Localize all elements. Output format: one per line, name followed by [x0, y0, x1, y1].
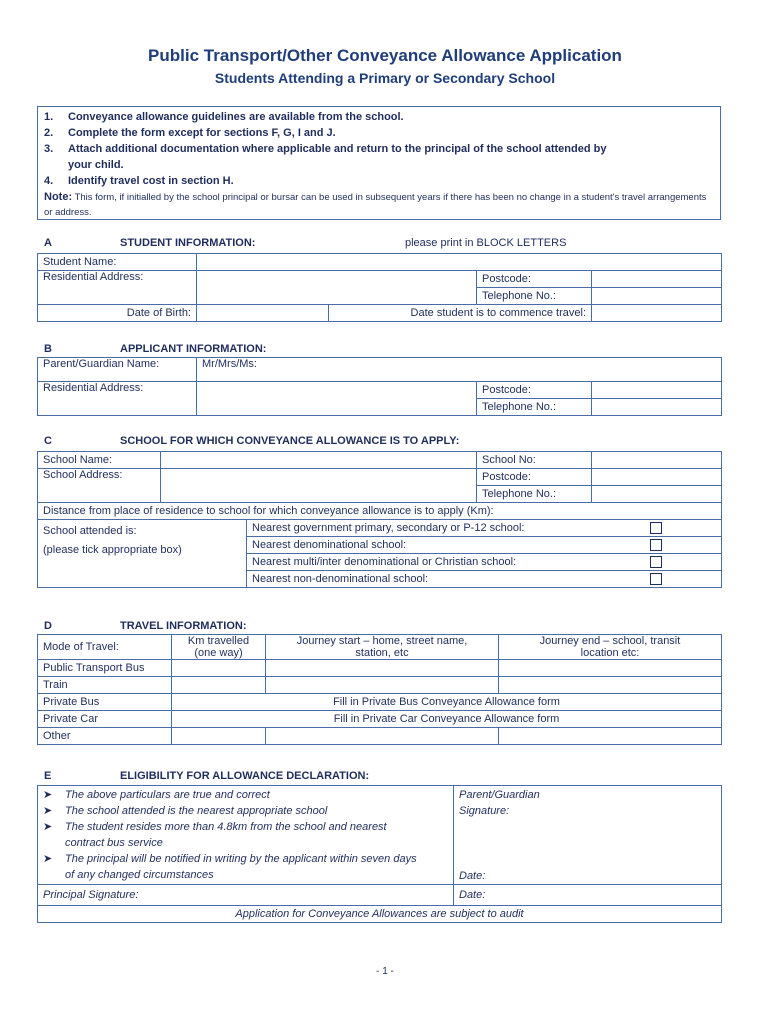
checkbox[interactable] — [650, 556, 662, 568]
header-line: location etc: — [580, 647, 640, 659]
section-e-header — [44, 770, 484, 784]
instruction-number — [44, 157, 68, 173]
commence-travel-label: Date student is to commence travel: — [329, 305, 592, 322]
option-checkbox-cell — [592, 554, 722, 571]
section-letter: C — [44, 435, 52, 447]
header-line: Journey end – school, transit — [539, 635, 681, 647]
form-title: Public Transport/Other Conveyance Allowance Application — [148, 46, 622, 65]
km-field[interactable] — [172, 728, 266, 745]
mode-train: Train — [38, 677, 172, 694]
student-name-label: Student Name: — [38, 254, 197, 271]
date-of-birth-label: Date of Birth: — [38, 305, 197, 322]
applicant-postcode-field[interactable] — [592, 382, 722, 399]
section-letter: A — [44, 237, 52, 249]
school-name-field[interactable] — [161, 452, 477, 469]
instruction-number: 3. — [44, 143, 54, 155]
mode-of-travel-header: Mode of Travel: — [38, 635, 172, 660]
student-name-field[interactable] — [197, 254, 722, 271]
private-bus-form-note: Fill in Private Bus Conveyance Allowance form — [172, 694, 722, 711]
school-address-field[interactable] — [161, 469, 477, 503]
mode-private-bus: Private Bus — [38, 694, 172, 711]
section-letter: E — [44, 770, 52, 782]
note-text: This form, if initialled by the school principal or bursar can be used in subsequent years if there has been no change in a student's travel arrangements or address. — [44, 192, 707, 218]
page-number: - 1 - — [376, 966, 394, 977]
commence-travel-field[interactable] — [592, 305, 722, 322]
declaration-bullet — [43, 787, 448, 803]
mode-public-transport-bus: Public Transport Bus — [38, 660, 172, 677]
bullet-text: The student resides more than 4.8km from the school and nearest contract bus service — [65, 821, 387, 849]
option-label: Nearest denominational school: — [247, 537, 592, 554]
option-checkbox-cell — [592, 571, 722, 588]
declaration-bullet — [43, 851, 448, 883]
declaration-bullets — [38, 786, 454, 885]
school-no-field[interactable] — [592, 452, 722, 469]
private-car-form-note: Fill in Private Car Conveyance Allowance form — [172, 711, 722, 728]
parent-signature-label: Signature: — [459, 805, 510, 817]
section-title: TRAVEL INFORMATION: — [120, 620, 247, 632]
header-line: (one way) — [194, 647, 243, 659]
audit-notice: Application for Conveyance Allowances are subject to audit — [38, 906, 722, 923]
instruction-number: 4. — [44, 175, 54, 187]
checkbox[interactable] — [650, 539, 662, 551]
instructions-box — [37, 106, 721, 220]
parent-name-label: Parent/Guardian Name: — [38, 358, 197, 382]
form-subtitle: Students Attending a Primary or Secondary School — [214, 70, 556, 86]
residential-address-field[interactable] — [197, 271, 477, 305]
section-title: ELIGIBILITY FOR ALLOWANCE DECLARATION: — [120, 770, 370, 782]
instruction-text: Conveyance allowance guidelines are available from the school. — [68, 111, 404, 123]
section-a-header — [44, 237, 384, 251]
header-line: Journey start – home, street name, — [296, 635, 468, 647]
principal-date-cell[interactable]: Date: — [454, 885, 722, 906]
option-label: Nearest government primary, secondary or P-12 school: — [247, 520, 592, 537]
school-no-label: School No: — [477, 452, 592, 469]
travel-info-table — [37, 634, 722, 745]
km-travelled-header — [172, 635, 266, 660]
applicant-telephone-label: Telephone No.: — [477, 399, 592, 416]
mode-private-car: Private Car — [38, 711, 172, 728]
applicant-postcode-label: Postcode: — [477, 382, 592, 399]
school-name-label: School Name: — [38, 452, 161, 469]
declaration-bullet — [43, 819, 448, 851]
declaration-table — [37, 785, 722, 923]
journey-start-header — [266, 635, 499, 660]
section-letter: B — [44, 343, 52, 355]
declaration-bullet — [43, 803, 448, 819]
bullet-text: The principal will be notified in writing by the applicant within seven days of any changed circumstances — [65, 853, 417, 881]
header-line: station, etc — [355, 647, 409, 659]
arrow-bullet-icon: ➤ — [43, 805, 53, 817]
school-telephone-label: Telephone No.: — [477, 486, 592, 503]
student-info-table — [37, 253, 722, 322]
mode-other: Other — [38, 728, 172, 745]
option-label: Nearest non-denominational school: — [247, 571, 592, 588]
arrow-bullet-icon: ➤ — [43, 789, 53, 801]
residential-address-label: Residential Address: — [38, 271, 197, 305]
instruction-number: 2. — [44, 127, 54, 139]
applicant-address-field[interactable] — [197, 382, 477, 416]
arrow-bullet-icon: ➤ — [43, 853, 53, 865]
parent-signature-label: Parent/Guardian — [459, 789, 540, 801]
principal-signature-cell[interactable]: Principal Signature: — [38, 885, 454, 906]
journey-start-field[interactable] — [266, 660, 499, 677]
applicant-telephone-field[interactable] — [592, 399, 722, 416]
postcode-label: Postcode: — [477, 271, 592, 288]
journey-end-field[interactable] — [499, 660, 722, 677]
section-b-header — [44, 343, 384, 357]
date-of-birth-field[interactable] — [197, 305, 329, 322]
applicant-info-table — [37, 357, 722, 416]
section-title: APPLICANT INFORMATION: — [120, 343, 267, 355]
km-field[interactable] — [172, 677, 266, 694]
distance-label: Distance from place of residence to school for which conveyance allowance is to apply (Km): — [38, 503, 722, 520]
block-letters-hint: please print in BLOCK LETTERS — [405, 237, 567, 249]
telephone-field[interactable] — [592, 288, 722, 305]
arrow-bullet-icon: ➤ — [43, 821, 53, 833]
school-attended-cell — [38, 520, 247, 588]
school-address-label: School Address: — [38, 469, 161, 503]
applicant-address-label: Residential Address: — [38, 382, 197, 416]
school-attended-label: School attended is: — [43, 525, 137, 537]
section-title: STUDENT INFORMATION: — [120, 237, 256, 249]
instruction-item — [44, 141, 714, 157]
option-label: Nearest multi/inter denominational or Christian school: — [247, 554, 592, 571]
parent-signature-cell[interactable] — [454, 786, 722, 885]
tick-hint: (please tick appropriate box) — [43, 544, 182, 556]
journey-end-header — [499, 635, 722, 660]
parent-date-label: Date: — [459, 870, 486, 882]
bullet-text: The school attended is the nearest appropriate school — [65, 805, 328, 817]
checkbox[interactable] — [650, 573, 662, 585]
title-prefix: Mr/Mrs/Ms: — [202, 358, 257, 370]
section-c-header — [44, 435, 524, 449]
note-label: Note: — [44, 191, 73, 203]
section-title: SCHOOL FOR WHICH CONVEYANCE ALLOWANCE IS TO APPLY: — [120, 435, 460, 447]
instruction-text: Identify travel cost in section H. — [68, 175, 234, 187]
option-checkbox-cell — [592, 537, 722, 554]
parent-name-field[interactable] — [197, 358, 722, 382]
instruction-text: Complete the form except for sections F, G, I and J. — [68, 127, 336, 139]
journey-start-field[interactable] — [266, 728, 499, 745]
instruction-number: 1. — [44, 111, 54, 123]
instruction-text: Attach additional documentation where applicable and return to the principal of the school attended by — [68, 143, 607, 155]
instruction-item — [44, 125, 714, 141]
journey-start-field[interactable] — [266, 677, 499, 694]
section-d-header — [44, 620, 384, 634]
km-field[interactable] — [172, 660, 266, 677]
school-postcode-label: Postcode: — [477, 469, 592, 486]
instruction-text: your child. — [68, 159, 124, 171]
school-info-table — [37, 451, 722, 588]
instruction-item — [44, 157, 714, 173]
instruction-item — [44, 173, 714, 189]
postcode-field[interactable] — [592, 271, 722, 288]
bullet-text: The above particulars are true and correct — [65, 789, 270, 801]
journey-end-field[interactable] — [499, 677, 722, 694]
school-postcode-field[interactable] — [592, 469, 722, 486]
school-telephone-field[interactable] — [592, 486, 722, 503]
instruction-item — [44, 109, 714, 125]
header-line: Km travelled — [187, 635, 250, 647]
option-checkbox-cell — [592, 520, 722, 537]
telephone-label: Telephone No.: — [477, 288, 592, 305]
note — [44, 190, 714, 220]
journey-end-field[interactable] — [499, 728, 722, 745]
checkbox[interactable] — [650, 522, 662, 534]
section-letter: D — [44, 620, 52, 632]
